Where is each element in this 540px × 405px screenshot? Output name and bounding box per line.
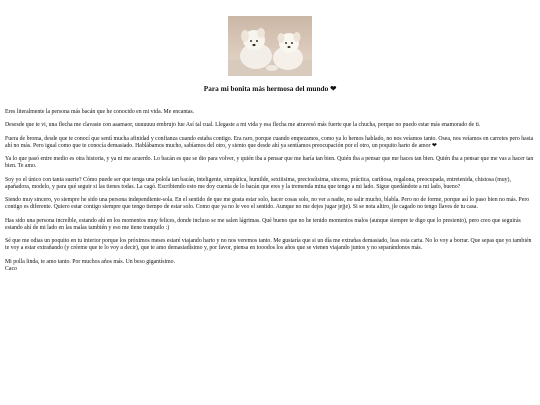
puppies-photo-graphic xyxy=(228,16,312,76)
puppies-photo xyxy=(228,16,312,76)
signature: Caco xyxy=(5,265,17,272)
paragraph-6: Siendo muy sincero, yo siempre he sido una persona independiente-sola. En el sentido de que me gusta estar solo, hacer cosas solo, no ver a nadie, no salir mucho, blabla. Pero no de forme, porque así lo paso bien no más. Pero contigo es diferente. Quiero estar contigo siempre que tengo tiempo de estar solo. Como que ya no le veo el sentido. Aunque no me dejes jugar jejje). Si se nota altiro, jle cagado no tengo llaves de tu casa. xyxy=(5,197,530,211)
paragraph-7: Has sido una persona increíble, estando ahí en los momentos muy felices, donde incluso se me salen lágrimas. Qué bueno que no he tenido momentos malos (aunque siempre te digo que lo presiento), pero creo que seguirás estando ahí de mi lado en las malas también y eso me tiene tranquilo :) xyxy=(5,217,521,231)
closing-paragraph xyxy=(5,259,535,273)
paragraph-2: Desesde que te vi, una flecha me clavaste con aaamaor, uuuuuuu embrujo fue Así tal cual. Llegaste a mi vida y esa flecha me atravesó más fuerte que la chucha, porque no puedo estar más enamorado de ti. xyxy=(5,122,481,129)
paragraph-3: Fuera de broma, desde que te conocí que sentí mucha afinidad y confianza cuando estaba contigo. Era raro, porque cuando empezamos, como ya lo hemos hablado, no nos veíamos tanto. Osea, nos veíamos en carretes pero hasta ahí no más. Pero igual como que te conocía demasiado. Hablábamos mucho, sabíamos del otro, y siento que desde ahí ya sentíamos preocupación por el otro, un poquito harto de amor ❤ xyxy=(5,135,534,149)
paragraph-8: Sé que me odias un poquito en tu interior porque los próximos meses estaré viajando harto y no nos veremos tanto. Me gustaría que si un día me extrañas demasiado, leas esta carta. No lo voy a borrar. Que sepas que yo también te voy a estar extrañando (y créeme que te lo voy a decir), que te amo demasiadísimo y, por favor, piensa en tooodos los años que se vienen viajando juntos y no separándonos más. xyxy=(5,238,532,252)
paragraph-1: Eres literalmente la persona más bacán que he conocido en mi vida. Me encantas. xyxy=(5,109,195,115)
letter-body xyxy=(5,109,535,273)
closing-line: Mi polla linda, te amo tanto. Por muchos años más. Un beso gigantísimo. xyxy=(5,258,176,265)
paragraph-4: Ya lo que pasó entre medio es otra historia, y ya ni me acuerdo. Lo bacán es que se dio para volver, y quién iba a pensar que me haría tan bien. Quién iba a pensar que me haces tan bien. Quién iba a pensar que me vas a hacer tan bien. Te amo. xyxy=(5,156,534,170)
letter-title: Para mi bonita más hermosa del mundo ❤ xyxy=(203,84,337,93)
paragraph-5: Soy yo el único con tanta suerte? Cómo puede ser que tenga una polola tan bacán, inteligente, simpática, humilde, sexiiisima, preciosíisima, sincera, práctica, cariñosa, regalona, preocupada, entretenida, chistosa (muy), apañadora, modelo, y para qué seguir si las tienes todas. La cagó. Escribiendo esto me doy cuenta de lo bacán que eres y la tremenda mina que tengo a mi lado. Sigue quedándote a mi lado, bueno? xyxy=(5,176,511,190)
